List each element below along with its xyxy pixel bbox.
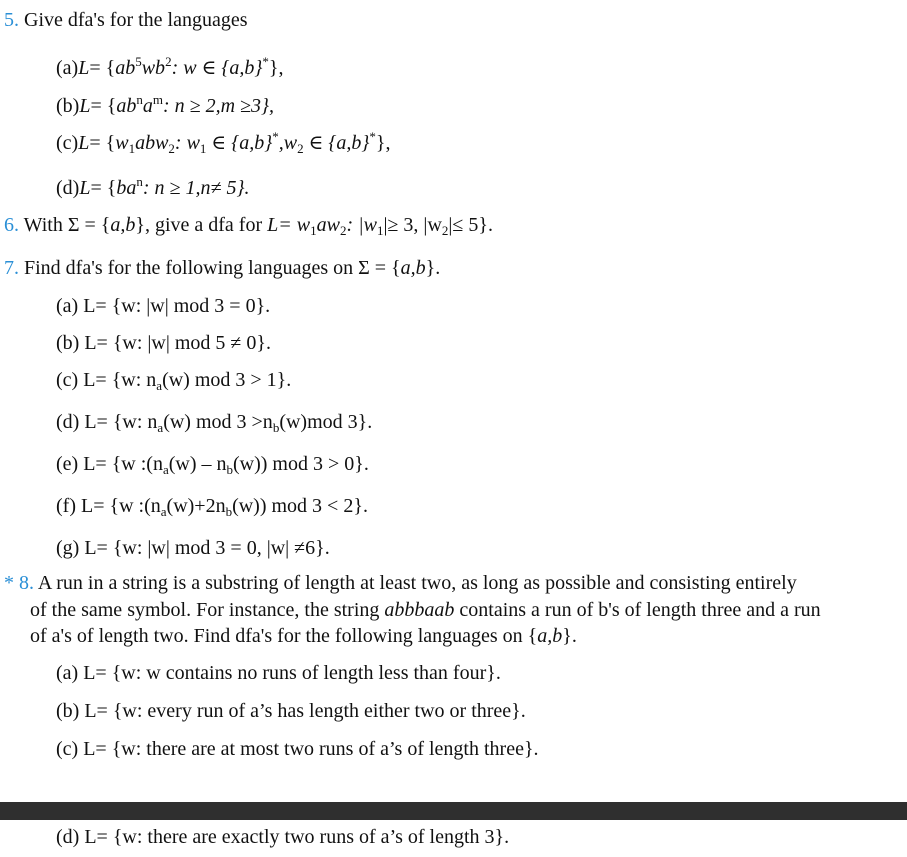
- q7-e-mid: (w) – n: [168, 453, 227, 475]
- q7-f-post: (w)) mod 3 < 2}.: [232, 495, 368, 517]
- q5-d-rest: : n ≥ 1,n≠ 5}.: [142, 177, 250, 199]
- q5-b-rest: : n ≥ 2,m ≥3},: [162, 95, 275, 117]
- q7-f-sub1: a: [160, 504, 167, 519]
- q8-text3a: of a's of length two. Find dfa's for the following languages on {: [30, 625, 538, 647]
- q5-a-exp5: 5: [135, 54, 142, 69]
- q5-b-L: L: [79, 95, 91, 117]
- q7-d-sub2: b: [272, 420, 280, 435]
- q5-b-label: (b): [56, 95, 80, 117]
- q5-b-expm: m: [152, 92, 163, 107]
- q8-text3c: }.: [562, 625, 577, 647]
- q8-example-string: abbbaab: [384, 599, 455, 621]
- q8-a: (a) L= {w: w contains no runs of length less than four}.: [56, 662, 501, 684]
- q5-a-wb: wb: [141, 57, 166, 79]
- q7-d-post: (w)mod 3}.: [279, 411, 373, 433]
- q5-a-close: },: [268, 57, 284, 79]
- q5-text: Give dfa's for the languages: [24, 9, 248, 31]
- q6: [4, 213, 493, 237]
- q7-f-sub2: b: [225, 504, 233, 519]
- q7-f-pre: (f) L= {w :(n: [56, 495, 161, 517]
- q7-b: (b) L= {w: |w| mod 5 ≠ 0}.: [56, 332, 271, 354]
- q7-d-pre: (d) L= {w: n: [56, 411, 158, 433]
- q5-c-L: L: [78, 132, 90, 154]
- q5-a-star: *: [262, 54, 269, 69]
- q7-c: [56, 368, 291, 392]
- q7-d-sub1: a: [157, 420, 164, 435]
- q5-a: [56, 56, 283, 80]
- q5-d: [56, 176, 249, 200]
- q5-b: [56, 94, 274, 118]
- q5-c-p3: ,w: [278, 132, 298, 154]
- q5-a-exp2: 2: [165, 54, 172, 69]
- q7-f-mid: (w)+2n: [166, 495, 226, 517]
- q5-c-sub2: 2: [168, 141, 175, 156]
- q5-c-label: (c): [56, 132, 79, 154]
- q5-c-p2: ∈ {a,b}: [206, 132, 273, 154]
- q8-line1: [4, 571, 797, 595]
- q5-a-label: (a): [56, 57, 79, 79]
- q5-d-expn: n: [136, 174, 143, 189]
- q6-sub4: 2: [441, 223, 449, 238]
- q5-d-L: L: [79, 177, 91, 199]
- q5-c-sub1: 1: [128, 141, 136, 156]
- q5-a-rest: : w ∈ {a,b}: [171, 57, 263, 79]
- q5-c-sub3: 1: [199, 141, 207, 156]
- q5-c-sub4: 2: [297, 141, 304, 156]
- q5-c-eq: = {: [89, 132, 116, 154]
- q7-ab: a,b: [400, 257, 426, 279]
- q5-c: [56, 131, 390, 155]
- q6-t4: aw: [316, 214, 340, 236]
- q7-number: 7.: [4, 257, 19, 279]
- q6-t3: = w: [278, 214, 311, 236]
- q6-number: 6.: [4, 214, 19, 236]
- q6-sub2: 2: [339, 223, 347, 238]
- q5-b-a: a: [142, 95, 153, 117]
- q8-text2a: of the same symbol. For instance, the string: [30, 599, 385, 621]
- q7-d: [56, 410, 372, 434]
- q8-number: 8.: [19, 572, 34, 594]
- q6-t6: |≥ 3, |w: [383, 214, 442, 236]
- q7-f: [56, 494, 368, 518]
- q8-star: *: [4, 572, 14, 594]
- q5-c-close: },: [375, 132, 391, 154]
- q5-b-eq: = {: [90, 95, 117, 117]
- q5-c-p1: : w: [174, 132, 200, 154]
- q7-c-post: (w) mod 3 > 1}.: [162, 369, 292, 391]
- q6-t2: }, give a dfa for: [135, 214, 268, 236]
- q5-heading: [4, 8, 248, 32]
- q6-sub1: 1: [310, 223, 317, 238]
- q5-c-abw: abw: [135, 132, 169, 154]
- q7-c-pre: (c) L= {w: n: [56, 369, 157, 391]
- q7-e-sub2: b: [226, 462, 233, 477]
- q8-line2: [30, 598, 821, 622]
- q5-d-ba: ba: [116, 177, 137, 199]
- q7-c-sub: a: [156, 378, 163, 393]
- q5-b-ab: ab: [116, 95, 137, 117]
- q8-ab: a,b: [537, 625, 563, 647]
- q5-a-eq: = {: [89, 57, 116, 79]
- q6-sub3: 1: [376, 223, 384, 238]
- q7-g: (g) L= {w: |w| mod 3 = 0, |w| ≠6}.: [56, 537, 330, 559]
- q7-e-post: (w)) mod 3 > 0}.: [233, 453, 369, 475]
- q5-c-w: w: [115, 132, 129, 154]
- q8-b: (b) L= {w: every run of a’s has length either two or three}.: [56, 700, 526, 722]
- q6-ab: a,b: [110, 214, 136, 236]
- q5-a-L: L: [78, 57, 90, 79]
- separator-band: [0, 802, 907, 820]
- q8-c: (c) L= {w: there are at most two runs of a’s of length three}.: [56, 738, 539, 760]
- q7-a: (a) L= {w: |w| mod 3 = 0}.: [56, 295, 271, 317]
- q7-e: [56, 452, 369, 476]
- q5-b-expn: n: [136, 92, 143, 107]
- q5-c-p4: ∈ {a,b}: [303, 132, 370, 154]
- q5-d-eq: = {: [90, 177, 117, 199]
- q7-end: }.: [425, 257, 441, 279]
- q6-t5: : |w: [346, 214, 377, 236]
- q7-e-pre: (e) L= {w :(n: [56, 453, 163, 475]
- q8-text1: A run in a string is a substring of length at least two, as long as possible and consisting entirely: [37, 572, 797, 594]
- q5-d-label: (d): [56, 177, 80, 199]
- q8-d: (d) L= {w: there are exactly two runs of a’s of length 3}.: [56, 826, 510, 848]
- q8-text2c: contains a run of b's of length three and a run: [454, 599, 821, 621]
- q7-d-mid: (w) mod 3 >n: [163, 411, 273, 433]
- q6-t1: With Σ = {: [23, 214, 111, 236]
- q8-line3: [30, 624, 577, 648]
- q7-e-sub1: a: [162, 462, 169, 477]
- q6-L: L: [267, 214, 279, 236]
- q6-t7: |≤ 5}.: [448, 214, 493, 236]
- q5-number: 5.: [4, 9, 19, 31]
- q5-c-star2: *: [369, 129, 376, 144]
- q7-heading: [4, 256, 440, 280]
- q5-a-ab: ab: [115, 57, 136, 79]
- q7-text: Find dfa's for the following languages on Σ = {: [24, 257, 401, 279]
- q5-c-star1: *: [272, 129, 279, 144]
